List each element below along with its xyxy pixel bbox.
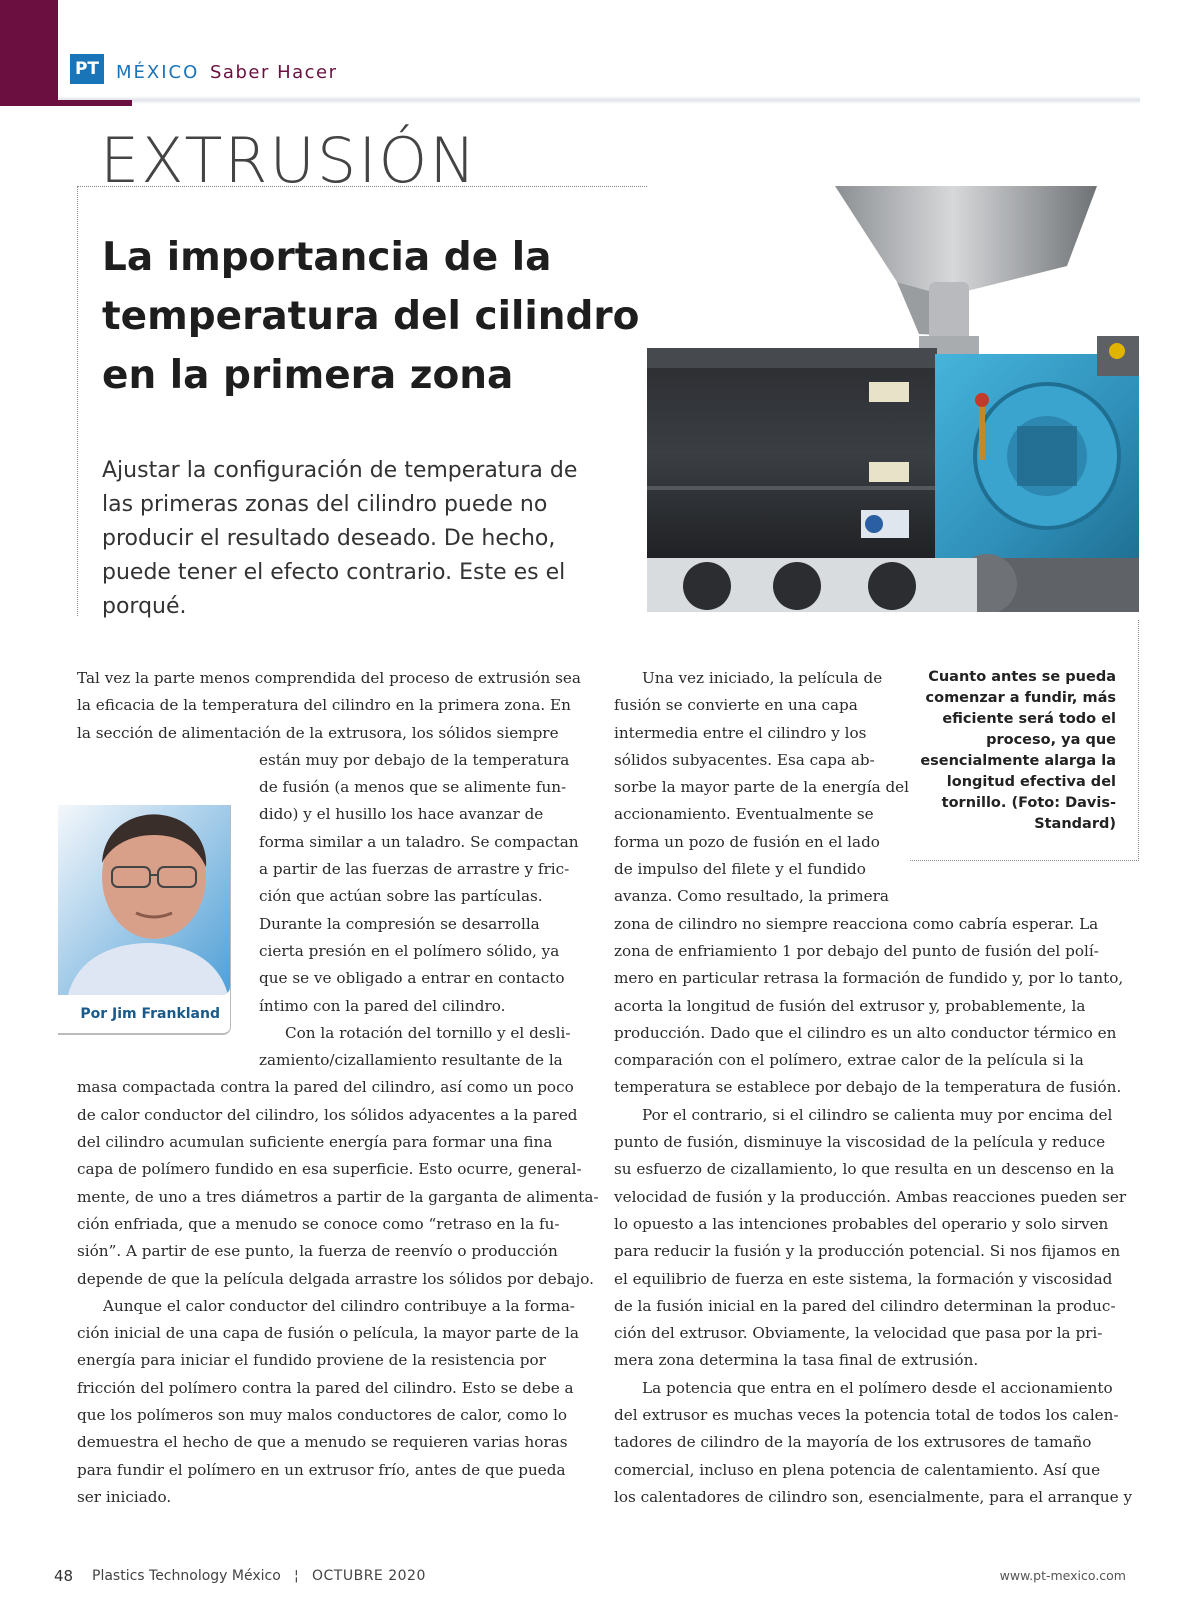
article-line: para fundir el polímero en un extrusor frío, antes de que pueda: [77, 1460, 566, 1479]
corner-accent: [0, 0, 58, 106]
article-line: a partir de las fuerzas de arrastre y fric-: [259, 860, 570, 879]
article-line: comercial, incluso en plena potencia de calentamiento. Así que: [614, 1460, 1101, 1479]
photo-caption: Cuanto antes se pueda comenzar a fundir, más eficiente será todo el proceso, ya que esencialmente alarga la longitud efectiva del tornillo. (Foto: Davis-Standard): [920, 669, 1116, 832]
article-line: sión”. A partir de ese punto, la fuerza de reenvío o producción: [77, 1242, 558, 1261]
frame-left-rule: [77, 186, 78, 616]
footer-url[interactable]: www.pt-mexico.com: [999, 1568, 1126, 1583]
article-line: depende de que la película delgada arrastre los sólidos por debajo.: [77, 1269, 594, 1288]
article-line: de calor conductor del cilindro, los sólidos adyacentes a la pared: [77, 1105, 578, 1124]
article-line: Por el contrario, si el cilindro se calienta muy por encima del: [642, 1105, 1113, 1124]
article-line: Con la rotación del tornillo y el desli-: [285, 1023, 571, 1042]
article-line: dido) y el husillo los hace avanzar de: [259, 805, 544, 824]
footer-separator: ¦: [294, 1568, 299, 1584]
article-line: producción. Dado que el cilindro es un alto conductor térmico en: [614, 1023, 1117, 1042]
article-line: lo opuesto a las intenciones probables del operario y solo sirven: [614, 1214, 1109, 1233]
article-line: mero en particular retrasa la formación de fundido y, por lo tanto,: [614, 969, 1124, 988]
section-title: EXTRUSIÓN: [100, 124, 478, 197]
article-line: accionamiento. Eventualmente se: [614, 805, 874, 824]
header-section: Saber Hacer: [210, 62, 338, 83]
article-line: que se ve obligado a entrar en contacto: [259, 969, 565, 988]
article-line: Tal vez la parte menos comprendida del proceso de extrusión sea: [77, 669, 581, 687]
article-line: la eficacia de la temperatura del cilindro en la primera zona. En: [77, 696, 571, 715]
article-line: ción inicial de una capa de fusión o película, la mayor parte de la: [77, 1324, 579, 1343]
article-line: para reducir la fusión y la producción potencial. Si nos fijamos en: [614, 1242, 1121, 1261]
article-line: que los polímeros son muy malos conductores de calor, como lo: [77, 1406, 568, 1425]
article-line: tadores de cilindro de la mayoría de los extrusores de tamaño: [614, 1433, 1092, 1452]
article-line: forma un pozo de fusión en el lado: [614, 832, 880, 851]
corner-accent-underline: [0, 100, 132, 106]
article-line: la sección de alimentación de la extrusora, los sólidos siempre: [77, 723, 559, 742]
article-line: forma similar a un taladro. Se compactan: [259, 832, 579, 851]
footer-date: OCTUBRE 2020: [312, 1568, 426, 1584]
article-line: los calentadores de cilindro son, esencialmente, para el arranque y: [614, 1487, 1133, 1506]
article-line: sorbe la mayor parte de la energía del: [614, 778, 910, 797]
header-strip: [58, 0, 1140, 104]
article-line: comparación con el polímero, extrae calor de la película si la: [614, 1051, 1084, 1070]
extruder-machine-illustration: [647, 186, 1139, 612]
article-line: masa compactada contra la pared del cilindro, así como un poco: [77, 1078, 574, 1097]
article-line: mera zona determina la tasa final de extrusión.: [614, 1351, 979, 1370]
article-line: de fusión (a menos que se alimente fun-: [259, 778, 567, 797]
article-line: temperatura se establece por debajo de la temperatura de fusión.: [614, 1078, 1122, 1097]
article-line: sólidos subyacentes. Esa capa ab-: [614, 750, 875, 769]
footer-page-number: 48: [54, 1567, 74, 1585]
article-line: punto de fusión, disminuye la viscosidad de la película y reduce: [614, 1133, 1106, 1152]
extruder-machine-photo: [647, 186, 1139, 612]
article-line: zona de cilindro no siempre reacciona como cabría esperar. La: [614, 914, 1099, 933]
article-line: Aunque el calor conductor del cilindro contribuye a la forma-: [103, 1296, 575, 1315]
article-line: el equilibrio de fuerza en este sistema, la formación y viscosidad: [614, 1269, 1113, 1288]
article-line: intermedia entre el cilindro y los: [614, 723, 867, 742]
article-line: ción que actúan sobre las partículas.: [259, 887, 543, 906]
article-line: zamiento/cizallamiento resultante de la: [259, 1051, 563, 1070]
article-line: Durante la compresión se desarrolla: [259, 914, 540, 933]
deck: Ajustar la configuración de temperatura de las primeras zonas del cilindro puede no producir el resultado deseado. De hecho, puede tener el efecto contrario. Este es el porqué.: [102, 458, 578, 619]
article-line: del cilindro acumulan suficiente energía para formar una fina: [77, 1133, 553, 1152]
article-line: mente, de uno a tres diámetros a partir de la garganta de alimenta-: [77, 1187, 599, 1206]
article-column-left: [77, 665, 599, 1511]
article-line: avanza. Como resultado, la primera: [614, 887, 889, 906]
article-line: Una vez iniciado, la película de: [642, 669, 883, 687]
article-line: capa de polímero fundido en esa superficie. Esto ocurre, general-: [77, 1160, 582, 1179]
header-country: MÉXICO: [116, 62, 200, 83]
article-line: acorta la longitud de fusión del extrusor y, probablemente, la: [614, 996, 1086, 1015]
article-line: velocidad de fusión y la producción. Ambas reacciones pueden ser: [614, 1187, 1127, 1206]
article-line: íntimo con la pared del cilindro.: [259, 996, 506, 1015]
headline: La importancia de la temperatura del cilindro en la primera zona: [102, 235, 640, 398]
pt-logo: PT: [70, 54, 104, 84]
article-line: fricción del polímero contra la pared del cilindro. Esto se debe a: [77, 1378, 574, 1397]
article-line: están muy por debajo de la temperatura: [259, 750, 570, 769]
article-line: de la fusión inicial en la pared del cilindro determinan la produc-: [614, 1296, 1116, 1315]
article-line: ción enfriada, que a menudo se conoce como “retraso en la fu-: [77, 1214, 560, 1233]
article-line: su esfuerzo de cizallamiento, lo que resulta en un descenso en la: [614, 1160, 1115, 1179]
article-line: de impulso del filete y el fundido: [614, 860, 866, 879]
article-line: ser iniciado.: [77, 1487, 172, 1506]
author-byline: Por Jim Frankland: [80, 1006, 220, 1022]
article-line: energía para iniciar el fundido proviene de la resistencia por: [77, 1351, 546, 1370]
article-line: zona de enfriamiento 1 por debajo del punto de fusión del polí-: [614, 941, 1099, 960]
article-line: cierta presión en el polímero sólido, ya: [259, 941, 560, 960]
article-line: demuestra el hecho de que a menudo se requieren varias horas: [77, 1433, 568, 1452]
footer-magazine: Plastics Technology México: [92, 1568, 281, 1584]
article-line: del extrusor es muchas veces la potencia total de todos los calen-: [614, 1406, 1119, 1425]
article-column-right: [614, 665, 1133, 1511]
article-line: ción del extrusor. Obviamente, la velocidad que pasa por la pri-: [614, 1324, 1103, 1343]
article-line: La potencia que entra en el polímero desde el accionamiento: [642, 1378, 1113, 1397]
article-line: fusión se convierte en una capa: [614, 696, 858, 715]
